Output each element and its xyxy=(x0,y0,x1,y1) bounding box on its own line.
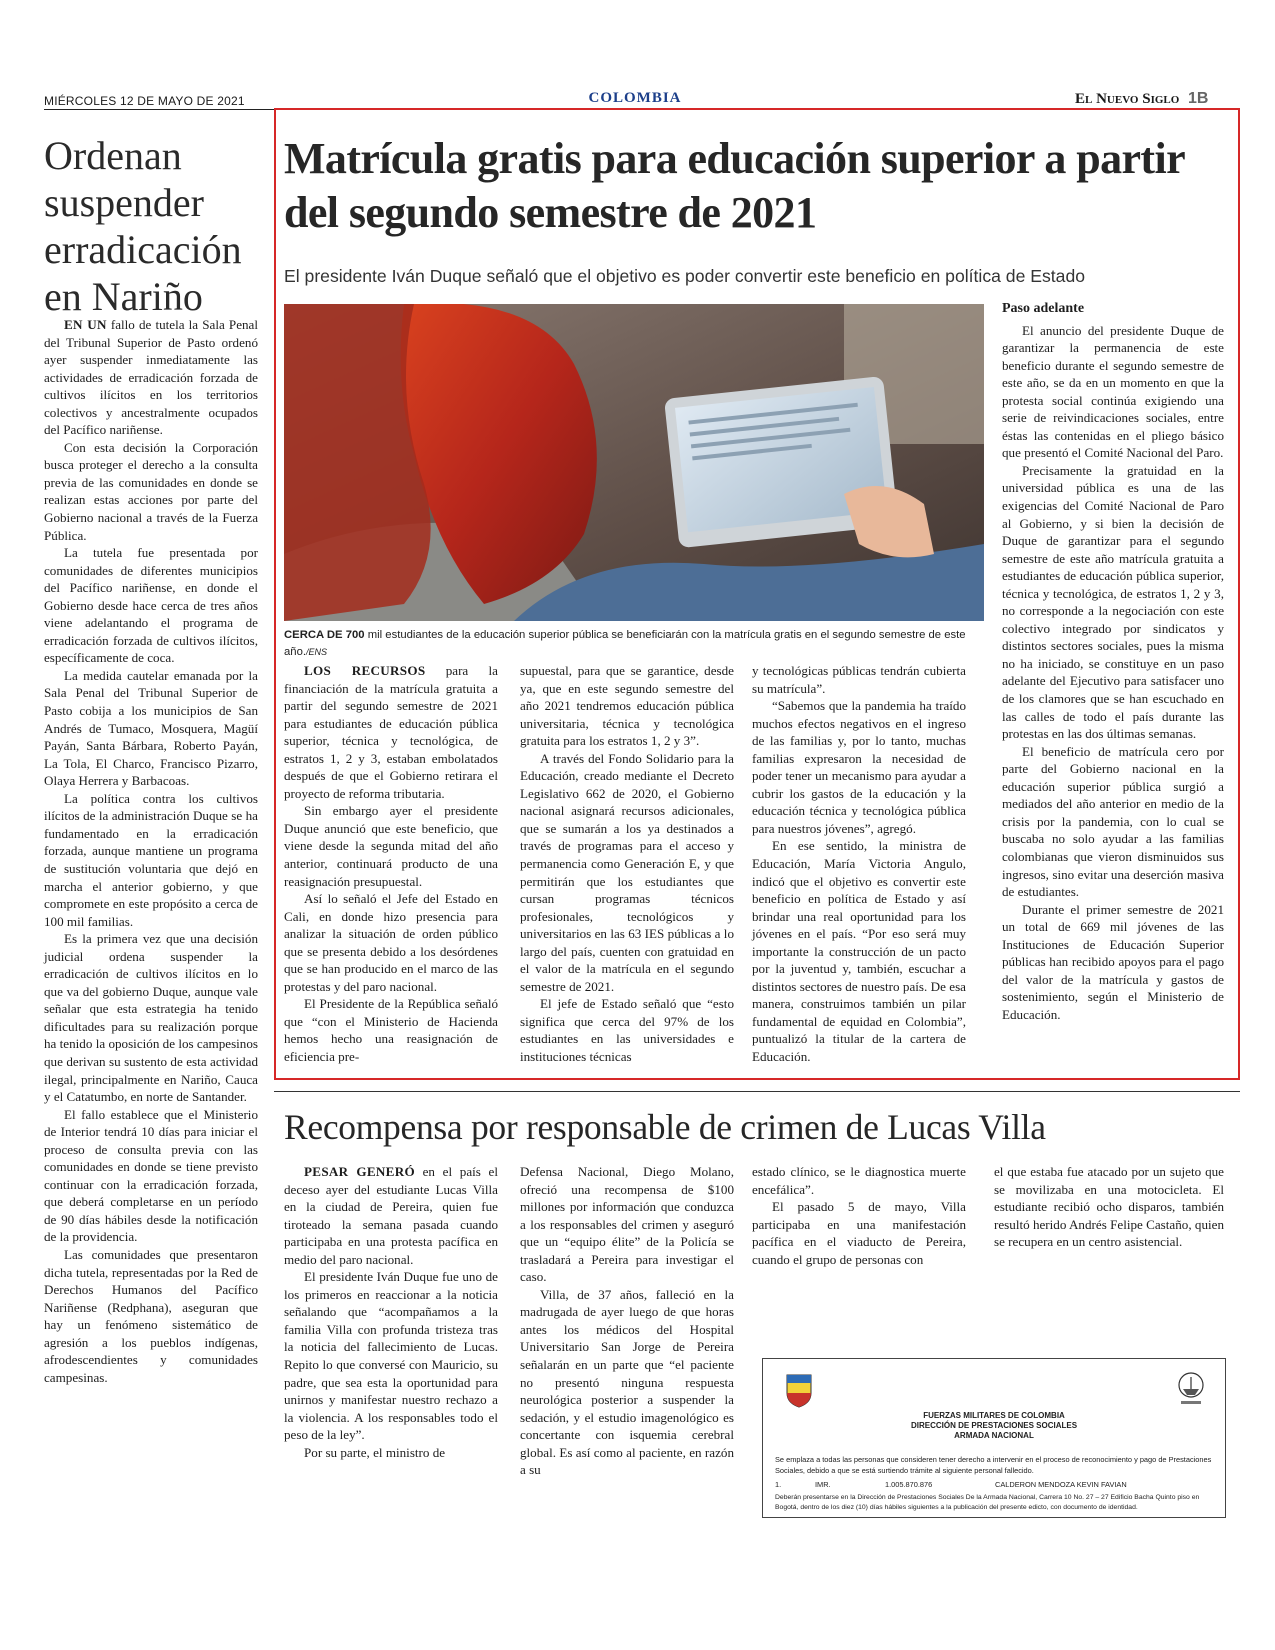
main-story-subhead: El presidente Iván Duque señaló que el objetivo es poder convertir este beneficio en política de Estado xyxy=(284,266,1086,286)
main-story-column-1 xyxy=(284,662,498,1066)
second-story-column-4 xyxy=(994,1163,1224,1251)
section-title: COLOMBIA xyxy=(588,90,682,106)
second-story-lead: PESAR GENERÓ xyxy=(304,1164,415,1179)
main-story-paragraph: “Sabemos que la pandemia ha traído muchos efectos negativos en el ingreso de las familias y, por lo tanto, muchas familias expresaron la necesidad de poder tener un mecanismo para ayudar a cubrir los gastos de la educación y la educación técnica y tecnológica pública para nuestros jóvenes”, agregó. xyxy=(752,698,966,836)
side-story-paragraph: La política contra los cultivos ilícitos de la administración Duque se ha fundamentado en la erradicación forzada, aunque mantiene un programa de sustitución voluntaria que dejó en marcha el anterior gobierno, y que compromete en este propósito a cerca de 100 mil familias. xyxy=(44,790,258,929)
caption-lead: CERCA DE 700 xyxy=(284,629,365,641)
page-number: 1B xyxy=(1188,90,1209,107)
main-story-column-2 xyxy=(520,662,734,1066)
second-story-paragraph: Defensa Nacional, Diego Molano, ofreció una recompensa de $100 millones por información que conduzca a los responsables del crimen y aseguró que un “equipo élite” de la Policía se trasladará a Pereira para investigar el caso. xyxy=(520,1164,734,1285)
main-story-paragraph: El jefe de Estado señaló que “esto significa que cerca del 97% de los estudiantes en las universidades e instituciones técnicas xyxy=(520,996,734,1065)
main-story-paragraph: y tecnológicas públicas tendrán cubierta su matrícula”. xyxy=(752,663,966,696)
student-laptop-photo xyxy=(284,304,984,621)
main-story-paragraph: El beneficio de matrícula cero por parte del Gobierno nacional en la educación superior pública surgió a mediados del año anterior en medio de la crisis por la pandemia, con lo cual se buscaba no solo ayudar a las familias colombianas que vieron disminuidos sus ingresos, sino evitar una deserción masiva de estudiantes. xyxy=(1002,743,1224,900)
side-story-paragraph: El fallo establece que el Ministerio de Interior tendrá 10 días para iniciar el proceso de consulta previa con las comunidades en donde se tiene previsto continuar con la erradicación forzada, que deberá completarse en un período de 90 días hábiles desde la notificación de la providencia. xyxy=(44,1106,258,1245)
main-story-column-4 xyxy=(1002,300,1224,1023)
side-story-body xyxy=(44,316,258,1386)
second-story-paragraph: PESAR GENERÓ en el país el deceso ayer del estudiante Lucas Villa en la ciudad de Pereira, quien fue tiroteado la semana pasada cuando participaba en una protesta pacífica en medio del paro nacional. xyxy=(284,1164,498,1267)
side-story-lead: EN UN xyxy=(64,317,107,332)
second-story-paragraph: El pasado 5 de mayo, Villa participaba en una manifestación pacífica en el viaducto de Pereira, cuando el grupo de personas con xyxy=(752,1199,966,1267)
side-story-paragraph: Es la primera vez que una decisión judicial ordena suspender la erradicación de cultivos ilícitos en lo que va del gobierno Duque, aunque vale señalar que esta estrategia ha tenido dificultades para su realización porque ha tenido la oposición de los campesinos que derivan su sustento de esta actividad ilegal, principalmente en Nariño, Cauca y el Catatumbo, en norte de Santander. xyxy=(44,931,258,1105)
colombia-coat-of-arms-icon xyxy=(781,1369,817,1409)
main-story-paragraph: El Presidente de la República señaló que “con el Ministerio de Hacienda hemos hecho una reasignación de eficiencia pre- xyxy=(284,996,498,1065)
notice-title: FUERZAS MILITARES DE COLOMBIA DIRECCIÓN DE PRESTACIONES SOCIALES ARMADA NACIONAL xyxy=(910,1411,1078,1440)
main-story-headline: Matrícula gratis para educación superior a partir del segundo semestre de 2021 xyxy=(284,134,1185,237)
side-story-paragraph: La tutela fue presentada por comunidades de diferentes municipios del Pacífico nariñense, en donde el Gobierno desde hace cerca de tres años viene adelantando el programa de erradicación forzada de cultivos ilícitos, específicamente de coca. xyxy=(44,545,258,666)
second-story-paragraph: El presidente Iván Duque fue uno de los primeros en reaccionar a la noticia señalando que “acompañamos a la familia Villa con profunda tristeza tras la noticia del fallecimiento de Lucas. Repito lo que conversé con Mauricio, su padre, que sea esta la oportunidad para unirnos y manifestar nuestro rechazo a la violencia. A los responsables todo el peso de la ley”. xyxy=(284,1269,498,1443)
newspaper-name: El Nuevo Siglo xyxy=(1075,91,1180,107)
photo-caption: CERCA DE 700 mil estudiantes de la educación superior pública se beneficiarán con la matrícula gratis en el segundo semestre de este año./ENS xyxy=(284,629,966,658)
main-story-paragraph: El anuncio del presidente Duque de garantizar la permanencia de este beneficio durante el segundo semestre de este año, se da en un momento en que la protesta social continúa exigiendo una serie de reivindicaciones sociales, entre éstas las contenidas en el pliego básico que presentó el Comité Nacional del Paro. xyxy=(1002,322,1224,461)
main-story-paragraph: Así lo señaló el Jefe del Estado en Cali, en donde hizo presencia para analizar la situación de orden público que se presenta debido a los desórdenes que se han producido en el marco de las protestas y del paro nacional. xyxy=(284,891,498,994)
main-story-paragraph: Precisamente la gratuidad en la universidad pública es una de las exigencias del Comité Nacional de Paro al Gobierno, y si bien la decisión de Duque de garantizar para el segundo semestre de este año matrícula gratuita a estudiantes de educación pública superior, técnica y tecnológica, de estratos 1, 2 y 3, no corresponde a la negociación con este colectivo integrado por sindicatos y distintos sectores sociales, pues la misma no ha iniciado, se constituye en un paso adelante del Ejecutivo para satisfacer uno de los clamores que se han escuchado en las calles de todo el país durante las protestas en las dos últimas semanas. xyxy=(1002,462,1224,742)
second-story-paragraph: Por su parte, el ministro de xyxy=(304,1444,446,1460)
armada-nacional-emblem-icon xyxy=(1173,1369,1209,1409)
notice-footer: Deberán presentarse en la Dirección de Prestaciones Sociales De la Armada Nacional, Carrera 10 No. 27 – 27 Edificio Bacha Quinto piso en Bogotá, dentro de los diez (10) días hábiles siguientes a la publicación del presente edicto, con documento de identidad. xyxy=(775,1494,1200,1511)
main-story-paragraph: En ese sentido, la ministra de Educación, María Victoria Angulo, indicó que el objetivo es convertir este beneficio en política de Estado y así brindar una real oportunidad para los jóvenes en el país. “Por eso será muy importante la construcción de un pacto por la juventud y, también, escuchar a distintos sectores de nuestro país. De esa manera, construimos también un pilar fundamental de equidad en Colombia”, puntualizó la titular de la cartera de Educación. xyxy=(752,838,966,1065)
main-story-paragraph: LOS RECURSOS para la financiación de la matrícula gratuita a partir del segundo semestre de 2021 para estudiantes de educación pública superior, técnica y tecnológica, de estratos 1, 2 y 3, estaban embolatados después de que el Gobierno retirara el proyecto de reforma tributaria. xyxy=(284,663,498,801)
section-divider xyxy=(274,1091,1240,1092)
legal-notice-box xyxy=(762,1358,1226,1518)
second-story-column-1 xyxy=(284,1163,498,1461)
side-story-paragraph: Con esta decisión la Corporación busca proteger el derecho a la consulta previa de las comunidades en donde se realizan estas acciones por parte del Gobierno nacional a través de la Fuerza Pública. xyxy=(44,439,258,543)
second-story-column-2 xyxy=(520,1163,734,1479)
paso-adelante-subhead: Paso adelante xyxy=(1002,301,1085,316)
main-story-lead: LOS RECURSOS xyxy=(304,663,426,678)
main-story-paragraph: A través del Fondo Solidario para la Educación, creado mediante el Decreto Legislativo 662 de 2020, el Gobierno nacional asignará recursos adicionales, que se sumarán a los ya destinados a través de programas para el acceso y permanencia como Generación E, y que permitirán que los estudiantes que cursan programas técnicos profesionales, tecnológicos y universitarios en las 63 IES públicas a lo largo del país, cuenten con gratuidad en el valor de la matrícula en el segundo semestre de 2021. xyxy=(520,750,734,994)
main-story-paragraph: supuestal, para que se garantice, desde ya, que en este segundo semestre del año 2021 tendremos educación pública universitaria, técnica y tecnológica gratuita para los estratos 1, 2 y 3”. xyxy=(520,663,734,749)
side-story-paragraph: Las comunidades que presentaron dicha tutela, representadas por la Red de Derechos Humanos del Pacífico Nariñense (Redphana), aseguran que hay un fenómeno sistemático de agresión a los pueblos indígenas, afrodescendientes y comunidades campesinas. xyxy=(44,1246,258,1385)
main-story-paragraph: Durante el primer semestre de 2021 un total de 669 mil jóvenes de las Instituciones de Educación Superior públicas han recibido apoyos para el pago del valor de la matrícula y gastos de sostenimiento, según el Ministerio de Educación. xyxy=(1002,901,1224,1022)
second-story-column-3 xyxy=(752,1163,966,1268)
main-story-paragraph: Sin embargo ayer el presidente Duque anunció que este beneficio, que viene desde la segunda mitad del año anterior, continuará producto de una reasignación presupuestal. xyxy=(284,803,498,889)
photo-credit: /ENS xyxy=(306,647,328,657)
second-story-paragraph: el que estaba fue atacado por un sujeto que se movilizaba en una motocicleta. El estudiante recibió ocho disparos, también resultó herido Andrés Felipe Castaño, quien se recupera en un centro asistencial. xyxy=(994,1164,1224,1250)
issue-date: MIÉRCOLES 12 DE MAYO DE 2021 xyxy=(44,94,245,108)
second-story-paragraph: estado clínico, se le diagnostica muerte encefálica”. xyxy=(752,1164,966,1197)
side-story-paragraph: La medida cautelar emanada por la Sala Penal del Tribunal Superior de Pasto cobija a los municipios de San Andrés de Tumaco, Mosquera, Magüí Payán, Santa Bárbara, Roberto Payán, La Tola, El Charco, Francisco Pizarro, Olaya Herrera y Barbacoas. xyxy=(44,667,258,789)
main-story-column-3 xyxy=(752,662,966,1066)
notice-personnel-row: 1. IMR. 1.005.870.876 CALDERON MENDOZA KEVIN FAVIAN xyxy=(775,1480,1127,1489)
second-story-paragraph: Villa, de 37 años, falleció en la madrugada de ayer luego de que horas antes los médicos del Hospital Universitario San Jorge de Pereira señalarán en un parte que “el paciente no presentó ninguna respuesta neurológica posterior a suspender la sedación, y el estudio imagenológico es concertante con isquemia cerebral global. Es así como al paciente, en razón a su xyxy=(520,1286,734,1478)
notice-body: Se emplaza a todas las personas que consideren tener derecho a intervenir en el proceso de reconocimiento y pago de Prestaciones Sociales, debido a que se está surtiendo trámite al siguiente personal fallecido. xyxy=(775,1455,1212,1475)
side-story-headline: Ordenan suspender erradicación en Nariño xyxy=(44,133,242,319)
side-story-paragraph: EN UN fallo de tutela la Sala Penal del Tribunal Superior de Pasto ordenó ayer suspender inmediatamente las actividades de erradicación forzada de cultivos ilícitos en los territorios colectivos y ancestralmente ocupados del Pacífico nariñense. xyxy=(44,317,258,438)
second-story-headline: Recompensa por responsable de crimen de Lucas Villa xyxy=(284,1107,1046,1147)
